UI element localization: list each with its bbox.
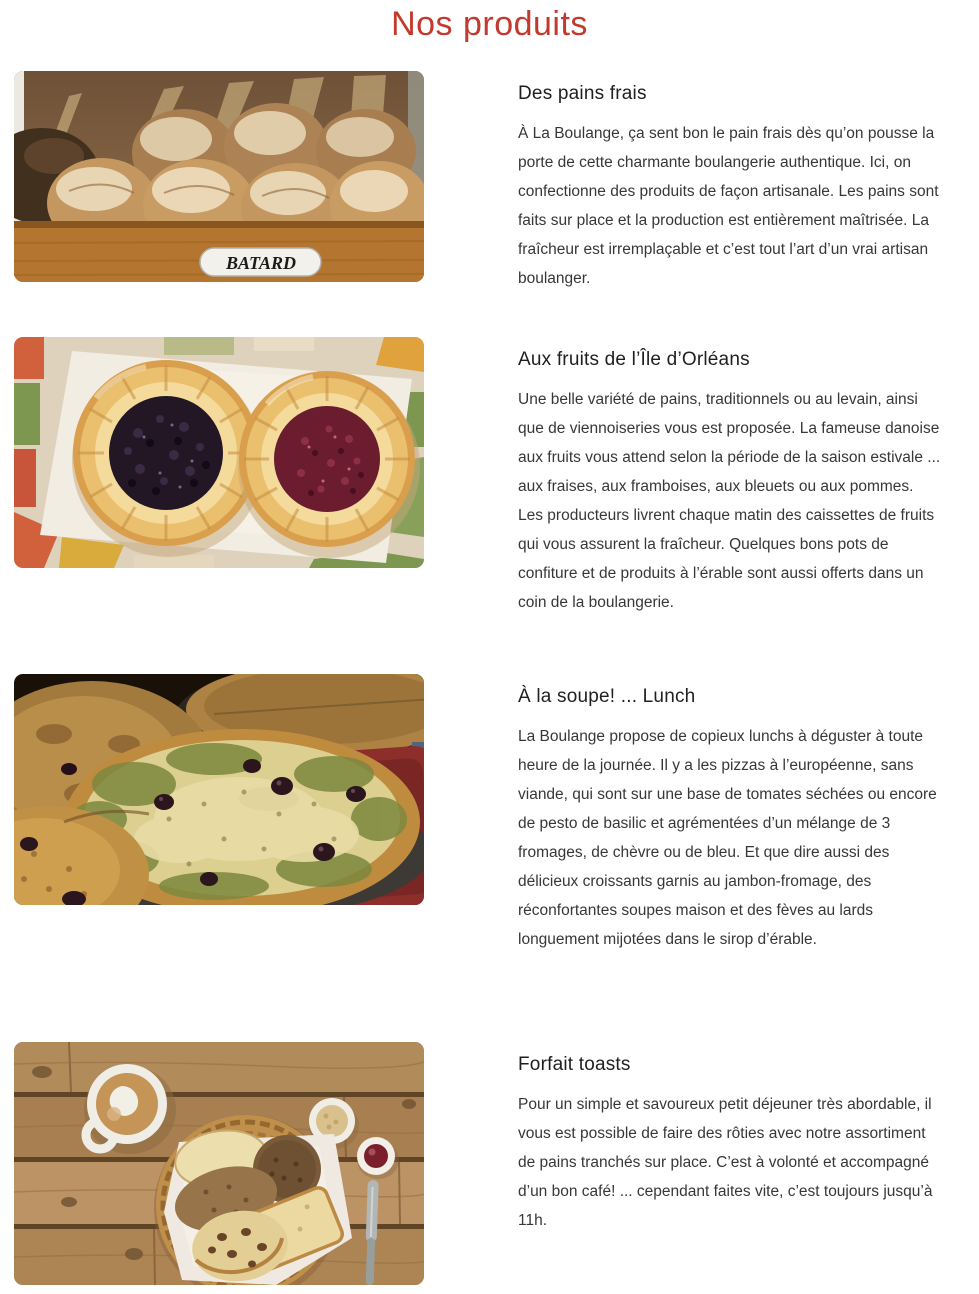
fruit-danishes-photo bbox=[14, 337, 424, 568]
products-section bbox=[0, 71, 979, 1285]
toast-breakfast-illustration bbox=[14, 1042, 424, 1285]
product-row-pains-frais bbox=[0, 71, 979, 293]
product-heading: Forfait toasts bbox=[518, 1054, 631, 1075]
product-text-fruits bbox=[518, 337, 942, 617]
product-row-lunch bbox=[0, 674, 979, 954]
product-text-lunch bbox=[518, 674, 942, 954]
pizza-lunch-illustration bbox=[14, 674, 424, 905]
product-description: À La Boulange, ça sent bon le pain frais dès qu’on pousse la porte de cette charmante boulangerie authentique. Ici, on confectionne des produits de façon artisanale. Les pains sont faits sur place et la production est entièrement maîtrisée. La fraîcheur est irremplaçable et c’est tout l’art d’un vrai artisan boulanger. bbox=[518, 125, 939, 287]
product-heading: À la soupe! ... Lunch bbox=[518, 686, 696, 707]
toast-breakfast-photo bbox=[14, 1042, 424, 1285]
batard-shelf-label: BATARD bbox=[225, 253, 297, 273]
product-description: La Boulange propose de copieux lunchs à déguster à toute heure de la journée. Il y a les pizzas à l’européenne, sans viande, qui sont sur une base de tomates séchées ou encore de pesto de basilic et agrémentées d’un mélange de 3 fromages, de chèvre ou de bleu. Et que dire aussi des délicieux croissants garnis au jambon-fromage, des réconfortantes soupes maison et des fèves au lards longuement mijotées dans le sirop d’érable. bbox=[518, 728, 937, 948]
product-description: Pour un simple et savoureux petit déjeuner très abordable, il vous est possible de faire des rôties avec notre assortiment de pains tranchés sur place. C’est à volonté et accompagné d’un bon café! ... cependant faites vite, c’est toujours jusqu’à 11h. bbox=[518, 1096, 933, 1229]
page-title: Nos produits bbox=[391, 5, 588, 43]
product-text-pains-frais bbox=[518, 71, 942, 293]
pizza-lunch-photo bbox=[14, 674, 424, 905]
product-description: Une belle variété de pains, traditionnels ou au levain, ainsi que de viennoiseries vous est proposée. La fameuse danoise aux fruits vous attend selon la période de la saison estivale ... aux fraises, aux framboises, aux bleuets ou aux pommes. Les producteurs livrent chaque matin des caissettes de fruits qui vous assurent la fraîcheur. Quelques bons pots de confiture et de produits à l’érable sont aussi offerts dans un coin de la boulangerie. bbox=[518, 391, 941, 611]
bread-shelf-photo bbox=[14, 71, 424, 282]
product-row-fruits bbox=[0, 337, 979, 617]
product-row-toasts bbox=[0, 1042, 979, 1285]
product-heading: Aux fruits de l’Île d’Orléans bbox=[518, 349, 750, 370]
fruit-danishes-illustration bbox=[14, 337, 424, 568]
bread-shelf-illustration bbox=[14, 71, 424, 282]
product-heading: Des pains frais bbox=[518, 83, 647, 104]
product-text-toasts bbox=[518, 1042, 942, 1235]
